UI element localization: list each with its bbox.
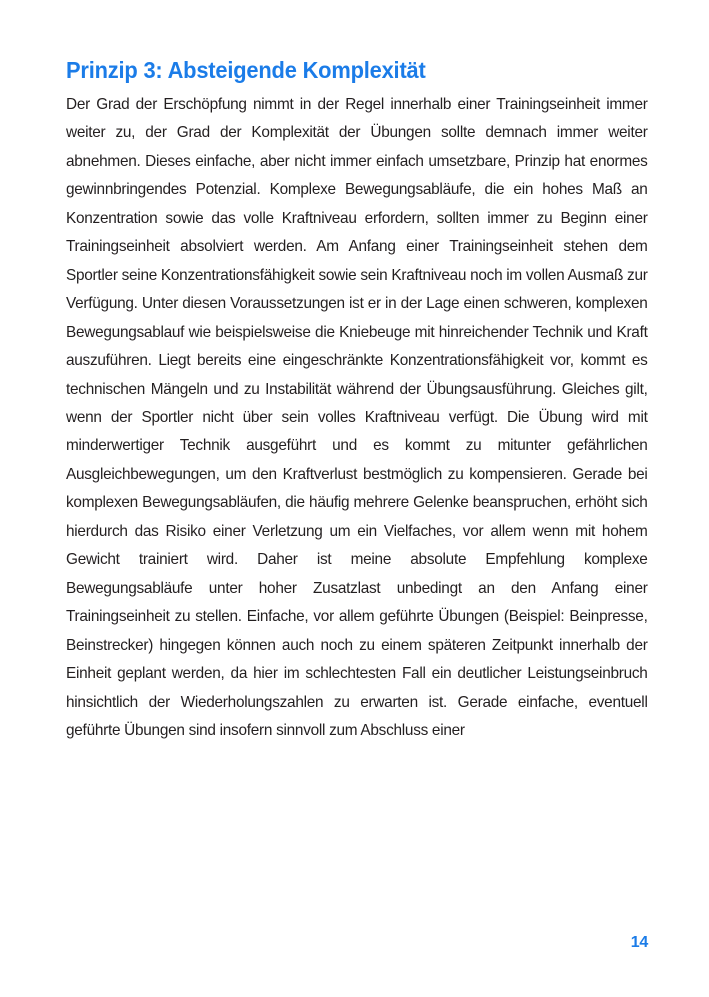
page-title: Prinzip 3: Absteigende Komplexität <box>66 57 426 83</box>
body-paragraph: Der Grad der Erschöpfung nimmt in der Regel innerhalb einer Trainingseinheit immer weiter zu, der Grad der Komplexität der Übungen sollte demnach immer weiter abnehmen. Dieses einfache, aber nicht immer einfach umsetzbare, Prinzip hat enormes gewinnbringendes Potenzial. Komplexe Bewegungsabläufe, die ein hohes Maß an Konzentration sowie das volle Kraftniveau erfordern, sollten immer zu Beginn einer Trainingseinheit absolviert werden. Am Anfang einer Trainingseinheit stehen dem Sportler seine Konzentrationsfähigkeit sowie sein Kraftniveau noch im vollen Ausmaß zur Verfügung. Unter diesen Voraussetzungen ist er in der Lage einen schweren, komplexen Bewegungsablauf wie beispielsweise die Kniebeuge mit hinreichender Technik und Kraft auszuführen. Liegt bereits eine eingeschränkte Konzentrationsfähigkeit vor, kommt es technischen Mängeln und zu Instabilität während der Übungsausführung. Gleiches gilt, wenn der Sportler nicht über sein volles Kraftniveau verfügt. Die Übung wird mit minderwertiger Technik ausgeführt und es kommt zu mitunter gefährlichen Ausgleichbewegungen, um den Kraftverlust bestmöglich zu kompensieren. Gerade bei komplexen Bewegungsabläufen, die häufig mehrere Gelenke beanspruchen, erhöht sich hierdurch das Risiko einer Verletzung um ein Vielfaches, vor allem wenn mit hohem Gewicht trainiert wird. Daher ist meine absolute Empfehlung komplexe Bewegungsabläufe unter hoher Zusatzlast unbedingt an den Anfang einer Trainingseinheit zu stellen. Einfache, vor allem geführte Übungen (Beispiel: Beinpresse, Beinstrecker) hingegen können auch noch zu einem späteren Zeitpunkt innerhalb der Einheit geplant werden, da hier im schlechtesten Fall ein deutlicher Leistungseinbruch hinsichtlich der Wiederholungszahlen zu erwarten ist. Gerade einfache, eventuell geführte Übungen sind insofern sinnvoll zum Abschluss einer <box>66 95 648 739</box>
page-number: 14 <box>630 934 648 951</box>
page-content <box>66 56 648 744</box>
